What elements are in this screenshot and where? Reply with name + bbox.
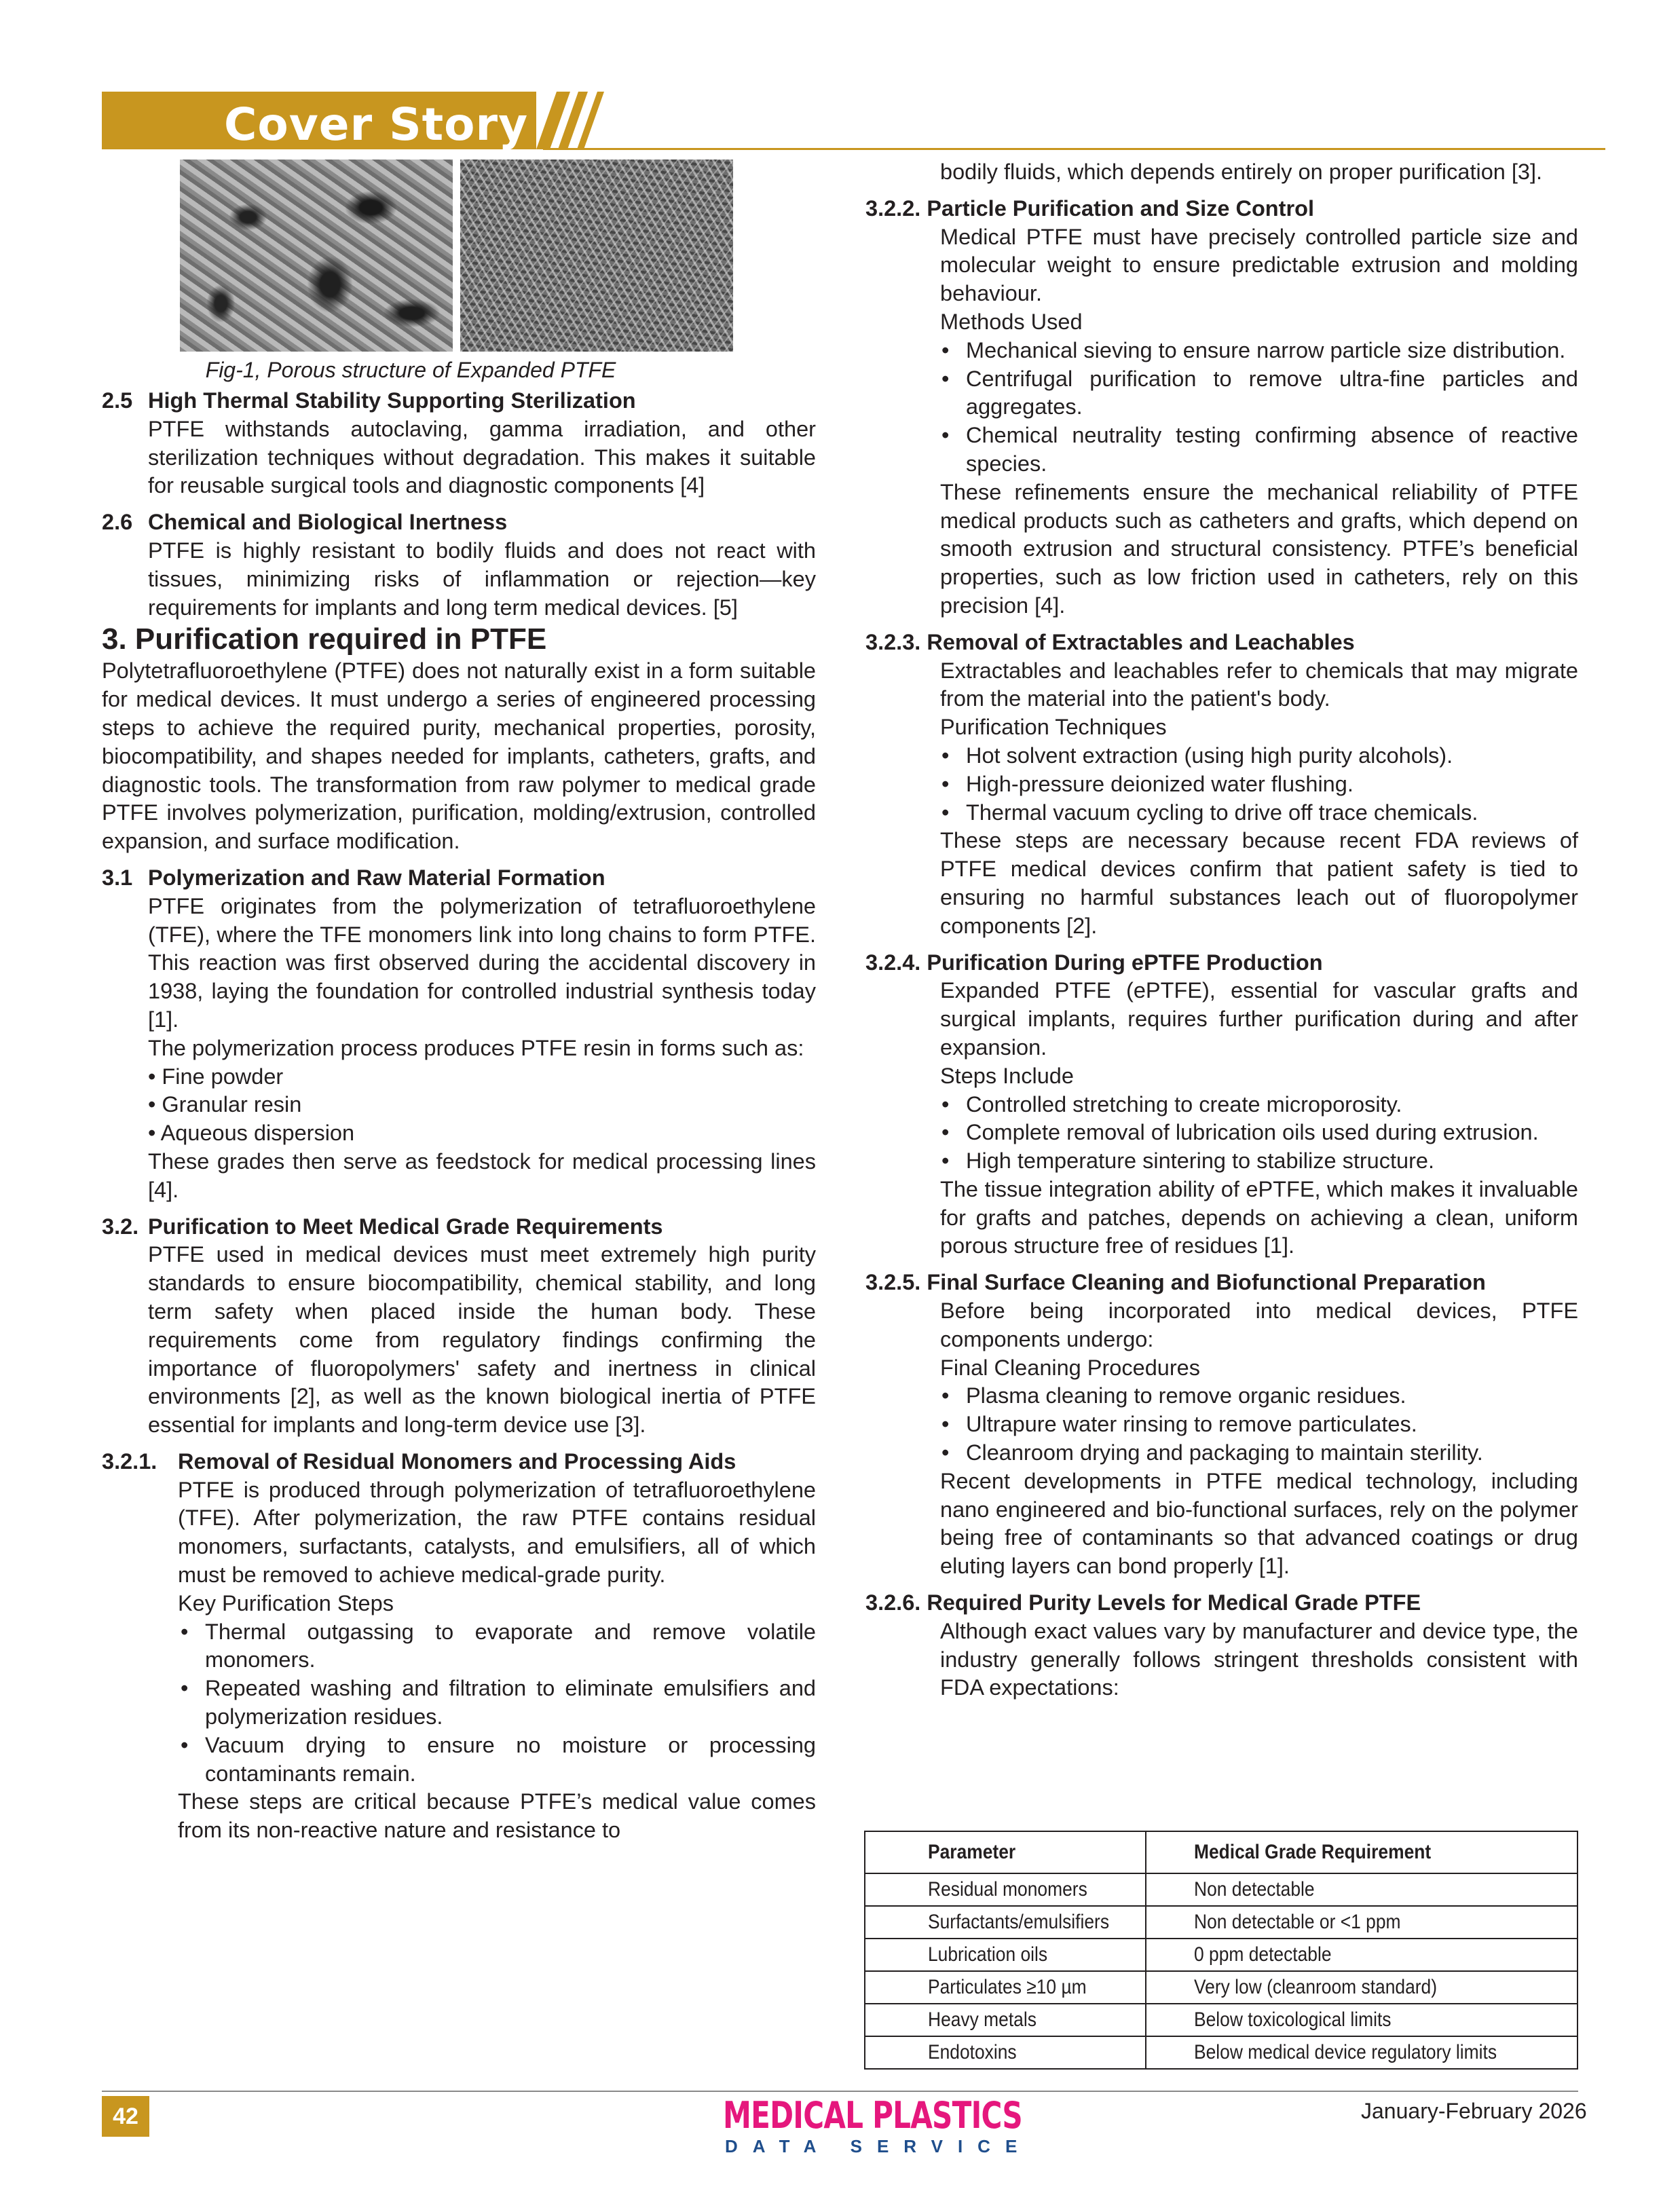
section-heading: Polymerization and Raw Material Formation [148, 865, 605, 890]
paragraph: PTFE originates from the polymerization of tetrafluoroethylene (TFE), where the TFE monomers link into long chains to form PTFE. This reaction was first observed during the accidental discovery in 1938, laying the foundation for controlled industrial synthesis today [1]. [148, 893, 816, 1032]
header-stripes [516, 92, 611, 149]
paragraph: These steps are necessary because recent FDA reviews of PTFE medical devices confirm that patient safety is tied to ensuring no harmful substances leach out of fluoropolymer components [2]. [940, 828, 1578, 938]
table-cell: Heavy metals [865, 2004, 1146, 2036]
list-item: • Complete removal of lubrication oils used during extrusion. [966, 1119, 1578, 1147]
right-column [865, 158, 1578, 1702]
subheading: Final Cleaning Procedures [940, 1355, 1200, 1380]
list-item: • Thermal outgassing to evaporate and remove volatile monomers. [205, 1618, 816, 1675]
paragraph: PTFE is produced through polymerization of tetrafluoroethylene (TFE). After polymerization, the raw PTFE contains residual monomers, surfactants, catalysts, and emulsifiers, all of which must be removed to achieve medical-grade purity. [178, 1477, 816, 1588]
sem-image-right [460, 160, 733, 352]
section-number: 3.2.1. [102, 1448, 157, 1474]
paragraph: PTFE used in medical devices must meet extremely high purity standards to ensure biocompatibility, chemical stability, and long term safety when placed inside the human body. These requirements come from regulatory findings confirming the importance of fluoropolymers' safety and inertness in clinical environments [2], as well as the known biological inertia of PTFE essential for implants and long-term device use [3]. [148, 1242, 816, 1438]
section-number: 3.2. [102, 1214, 139, 1239]
section-heading: 3.2.4. Purification During ePTFE Production [865, 950, 1323, 975]
paragraph: The tissue integration ability of ePTFE, which makes it invaluable for grafts and patches, depends on achieving a clean, uniform porous structure free of residues [1]. [940, 1176, 1578, 1258]
list-item: • Plasma cleaning to remove organic residues. [966, 1382, 1578, 1410]
purity-table [864, 1831, 1578, 2070]
table-header: Parameter [865, 1831, 1146, 1873]
paragraph: The polymerization process produces PTFE resin in forms such as: [148, 1035, 804, 1060]
table-row [865, 2004, 1578, 2036]
list-item: • Cleanroom drying and packaging to maintain sterility. [966, 1439, 1578, 1467]
footer-rule [102, 2091, 1578, 2092]
publication-logo: MEDICAL PLASTICS [723, 2094, 1022, 2137]
list-item: • High-pressure deionized water flushing. [966, 770, 1578, 799]
table-row [865, 1906, 1578, 1939]
table-cell: Endotoxins [865, 2036, 1146, 2069]
table-cell: Very low (cleanroom standard) [1146, 1971, 1578, 2004]
table-cell: Below toxicological limits [1146, 2004, 1578, 2036]
section-3-1 [102, 864, 816, 893]
paragraph: Before being incorporated into medical devices, PTFE components undergo: [940, 1298, 1578, 1351]
paragraph: Medical PTFE must have precisely controlled particle size and molecular weight to ensure predictable extrusion and molding behaviour. [940, 224, 1578, 306]
section-heading: 3.2.3. Removal of Extractables and Leachables [865, 629, 1355, 654]
section-heading: 3.2.6. Required Purity Levels for Medical Grade PTFE [865, 1590, 1421, 1615]
table-row [865, 1939, 1578, 1971]
table-cell: Surfactants/emulsifiers [865, 1906, 1146, 1939]
section-2-6 [102, 508, 816, 537]
list-item: • Vacuum drying to ensure no moisture or processing contaminants remain. [205, 1732, 816, 1789]
table-cell: Non detectable [1146, 1873, 1578, 1906]
paragraph: Extractables and leachables refer to chemicals that may migrate from the material into the patient's body. [940, 658, 1578, 711]
table-row [865, 1873, 1578, 1906]
section-heading: Purification to Meet Medical Grade Requirements [148, 1214, 663, 1239]
issue-date: January-February 2026 [1361, 2099, 1587, 2123]
list-item: • Chemical neutrality testing confirming absence of reactive species. [966, 422, 1578, 479]
table-cell: Non detectable or <1 ppm [1146, 1906, 1578, 1939]
list-item: • Fine powder [148, 1064, 284, 1089]
list-item: • Aqueous dispersion [148, 1121, 355, 1146]
paragraph: These steps are critical because PTFE’s medical value comes from its non-reactive nature and resistance to [178, 1789, 816, 1843]
table-header: Medical Grade Requirement [1146, 1831, 1578, 1873]
section-heading: 3.2.5. Final Surface Cleaning and Biofunctional Preparation [865, 1270, 1486, 1295]
paragraph: Expanded PTFE (ePTFE), essential for vascular grafts and surgical implants, requires further purification during and after expansion. [940, 978, 1578, 1060]
paragraph: PTFE withstands autoclaving, gamma irradiation, and other sterilization techniques without degradation. This makes it suitable for reusable surgical tools and diagnostic components [4] [148, 416, 816, 498]
section-2-5 [102, 387, 816, 415]
table-cell: Lubrication oils [865, 1939, 1146, 1971]
subheading: Steps Include [940, 1063, 1074, 1088]
table-row [865, 2036, 1578, 2069]
list-item: • Hot solvent extraction (using high purity alcohols). [966, 742, 1578, 770]
section-number: 2.5 [102, 388, 133, 413]
figure-caption: Fig-1, Porous structure of Expanded PTFE [205, 358, 616, 382]
header-rule [543, 148, 1605, 150]
list-item: • Centrifugal purification to remove ultra-fine particles and aggregates. [966, 365, 1578, 422]
main-heading: 3. Purification required in PTFE [102, 622, 547, 656]
left-column [102, 387, 816, 1845]
section-3-2 [102, 1213, 816, 1241]
section-title: Cover Story [224, 98, 529, 151]
list-item: • Ultrapure water rinsing to remove particulates. [966, 1410, 1578, 1439]
table-cell: Particulates ≥10 µm [865, 1971, 1146, 2004]
sem-image-left [180, 160, 453, 352]
paragraph: Recent developments in PTFE medical technology, including nano engineered and bio-functional surfaces, rely on the polymer being free of contaminants so that advanced coatings or drug eluting layers can bond properly [1]. [940, 1468, 1578, 1579]
paragraph: These refinements ensure the mechanical reliability of PTFE medical products such as catheters and grafts, which depend on smooth extrusion and structural consistency. PTFE’s beneficial properties, such as low friction used in catheters, rely on this precision [4]. [940, 479, 1578, 618]
table-cell: Below medical device regulatory limits [1146, 2036, 1578, 2069]
table-row [865, 1971, 1578, 2004]
list-item: • Mechanical sieving to ensure narrow particle size distribution. [966, 337, 1578, 365]
list-item: • Granular resin [148, 1092, 302, 1117]
paragraph: PTFE is highly resistant to bodily fluids and does not react with tissues, minimizing risks of inflammation or rejection—key requirements for implants and long term medical devices. [5] [148, 538, 816, 620]
list-item: • Thermal vacuum cycling to drive off trace chemicals. [966, 799, 1578, 827]
subheading: Key Purification Steps [178, 1590, 394, 1615]
subheading: Methods Used [940, 309, 1083, 334]
section-number: 2.6 [102, 510, 133, 535]
section-heading: Chemical and Biological Inertness [148, 510, 508, 535]
page-number: 42 [113, 2103, 138, 2129]
table-cell: Residual monomers [865, 1873, 1146, 1906]
paragraph: bodily fluids, which depends entirely on proper purification [3]. [940, 160, 1543, 184]
paragraph: Although exact values vary by manufacturer and device type, the industry generally follows stringent thresholds consistent with FDA expectations: [940, 1618, 1578, 1700]
subheading: Purification Techniques [940, 715, 1167, 740]
section-3-2-1 [102, 1448, 816, 1476]
section-number: 3.1 [102, 865, 133, 890]
list-item: • Repeated washing and filtration to eliminate emulsifiers and polymerization residues. [205, 1675, 816, 1732]
paragraph: These grades then serve as feedstock for medical processing lines [4]. [148, 1148, 816, 1202]
paragraph: Polytetrafluoroethylene (PTFE) does not naturally exist in a form suitable for medical devices. It must undergo a series of engineered processing steps to achieve the required purity, mechanical properties, porosity, biocompatibility, and shapes needed for implants, catheters, grafts, and diagnostic tools. The transformation from raw polymer to medical grade PTFE involves polymerization, purification, molding/extrusion, controlled expansion, and surface modification. [102, 658, 816, 854]
list-item: • Controlled stretching to create microporosity. [966, 1091, 1578, 1119]
table-cell: 0 ppm detectable [1146, 1939, 1578, 1971]
publication-logo-subtitle: DATA SERVICE [725, 2136, 1032, 2156]
section-heading: 3.2.2. Particle Purification and Size Control [865, 195, 1314, 221]
section-heading: High Thermal Stability Supporting Sterilization [148, 388, 636, 413]
table-header-row [865, 1831, 1578, 1873]
section-heading: Removal of Residual Monomers and Processing Aids [178, 1448, 736, 1474]
list-item: • High temperature sintering to stabilize structure. [966, 1147, 1578, 1176]
